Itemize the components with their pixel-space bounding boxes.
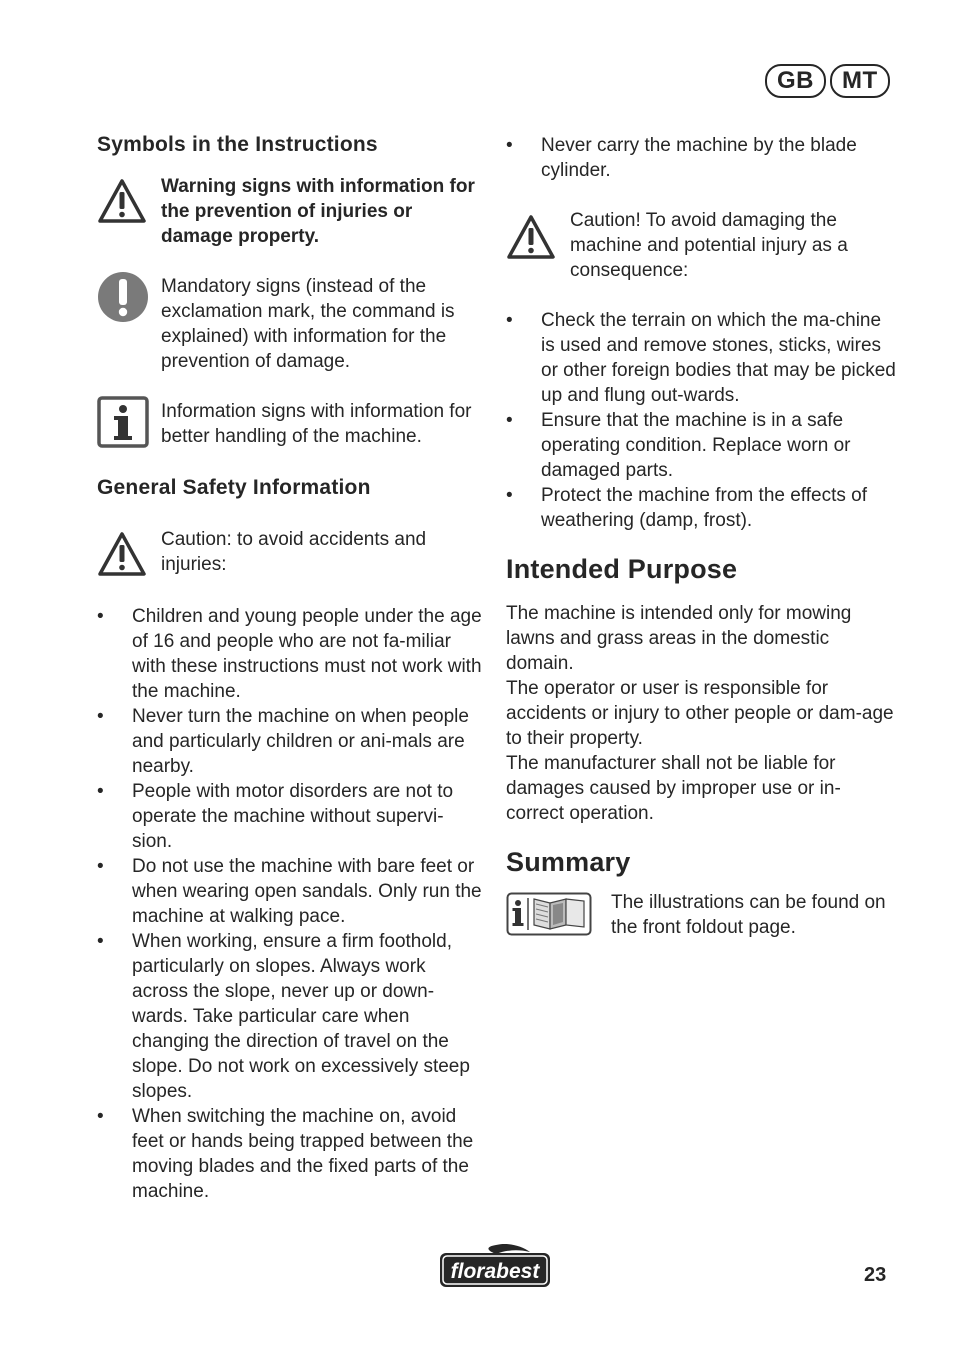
top-bullet-list bbox=[506, 133, 896, 183]
list-item: • Protect the machine from the effects of weathering (damp, frost). bbox=[506, 483, 896, 533]
intended-purpose-heading: Intended Purpose bbox=[506, 554, 738, 584]
intended-purpose-body bbox=[506, 601, 896, 826]
mandatory-circle-icon bbox=[97, 271, 149, 323]
caution-block-left bbox=[97, 527, 483, 579]
language-badge-mt: MT bbox=[830, 64, 890, 98]
intended-paragraph: The manufacturer shall not be liable for damages caused by improper use or in-correct operation. bbox=[506, 753, 841, 824]
list-item: • People with motor disorders are not to operate the machine without supervi-sion. bbox=[97, 779, 483, 854]
warning-triangle-icon bbox=[506, 214, 556, 260]
caution-text-left: Caution: to avoid accidents and injuries: bbox=[161, 529, 427, 575]
info-symbol-text: Information signs with information for better handling of the machine. bbox=[161, 401, 472, 447]
info-square-icon bbox=[97, 396, 149, 448]
florabest-logo bbox=[438, 1243, 552, 1291]
list-item: • When working, ensure a firm foothold, particularly on slopes. Always work across the slope, never up or down-wards. Take particular care when changing the direction of travel on the slope. Do not work on excessively steep slopes. bbox=[97, 929, 483, 1104]
summary-block bbox=[506, 890, 896, 942]
list-item: • Check the terrain on which the ma-chine is used and remove stones, sticks, wires or other foreign bodies that may be picked up and flung out-wards. bbox=[506, 308, 896, 408]
list-item: • Never turn the machine on when people and particularly children or ani-mals are nearby. bbox=[97, 704, 483, 779]
summary-heading: Summary bbox=[506, 847, 631, 877]
language-badge-gb: GB bbox=[765, 64, 826, 98]
brand-name: florabest bbox=[450, 1260, 540, 1283]
warning-symbol-block bbox=[97, 174, 483, 249]
list-item: • Children and young people under the age of 16 and people who are not fa-miliar with these instructions must not work with the machine. bbox=[97, 604, 483, 704]
warning-triangle-icon bbox=[97, 178, 147, 224]
intended-paragraph: The operator or user is responsible for accidents or injury to other people or dam-age to their property. bbox=[506, 678, 894, 749]
mandatory-symbol-text: Mandatory signs (instead of the exclamation mark, the command is explained) with information for the prevention of damage. bbox=[161, 276, 455, 372]
intended-paragraph: The machine is intended only for mowing lawns and grass areas in the domestic domain. bbox=[506, 603, 852, 674]
list-item: • When switching the machine on, avoid feet or hands being trapped between the moving blades and the fixed parts of the machine. bbox=[97, 1104, 483, 1204]
right-column bbox=[506, 128, 896, 942]
safety-heading: General Safety Information bbox=[97, 476, 371, 499]
mandatory-symbol-block bbox=[97, 274, 483, 374]
caution-text-right: Caution! To avoid damaging the machine and potential injury as a consequence: bbox=[570, 210, 848, 281]
caution-block-right bbox=[506, 208, 896, 283]
left-column bbox=[97, 128, 483, 1204]
info-foldout-icon bbox=[506, 892, 592, 936]
list-item: • Never carry the machine by the blade cylinder. bbox=[506, 133, 896, 183]
summary-text: The illustrations can be found on the front foldout page. bbox=[611, 892, 886, 938]
warning-triangle-icon bbox=[97, 531, 147, 577]
warning-symbol-text: Warning signs with information for the prevention of injuries or damage property. bbox=[161, 176, 475, 247]
list-item: • Ensure that the machine is in a safe operating condition. Replace worn or damaged parts. bbox=[506, 408, 896, 483]
language-badges bbox=[765, 64, 890, 98]
info-symbol-block bbox=[97, 399, 483, 451]
safety-bullet-list bbox=[97, 604, 483, 1204]
symbols-heading: Symbols in the Instructions bbox=[97, 133, 378, 156]
list-item: • Do not use the machine with bare feet or when wearing open sandals. Only run the machine at walking pace. bbox=[97, 854, 483, 929]
check-bullet-list bbox=[506, 308, 896, 533]
page-number: 23 bbox=[864, 1264, 887, 1286]
